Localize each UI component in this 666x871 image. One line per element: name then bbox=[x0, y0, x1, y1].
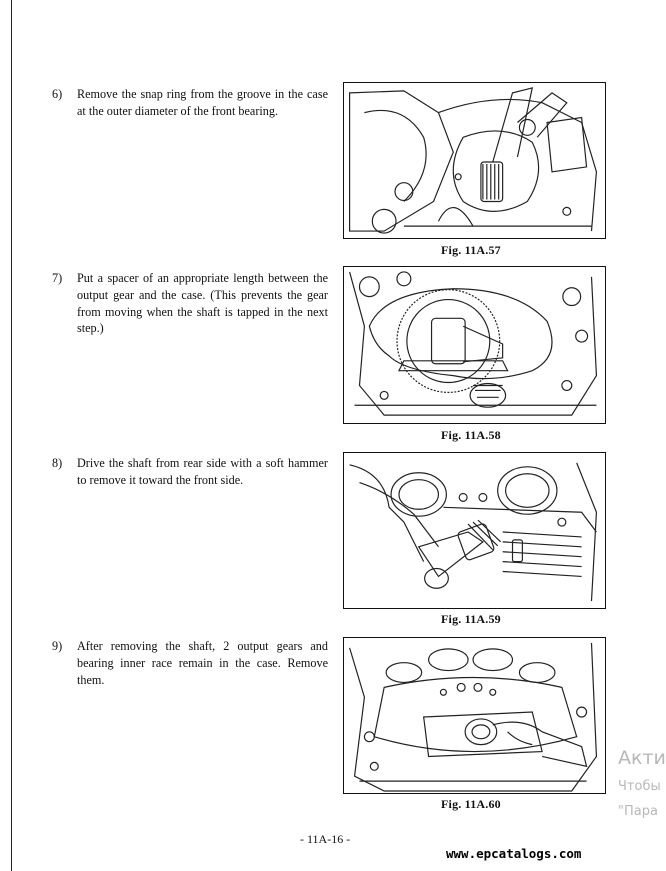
figure-11a57-illustration bbox=[343, 82, 606, 239]
figure-caption: Fig. 11A.60 bbox=[441, 797, 501, 811]
step-number: 9) bbox=[52, 639, 63, 653]
step-number: 6) bbox=[52, 87, 63, 101]
activation-watermark-line: Чтобы bbox=[618, 779, 661, 794]
step-text: Drive the shaft from rear side with a soft hammer to remove it toward the front side. bbox=[77, 456, 328, 487]
step-number: 8) bbox=[52, 456, 63, 470]
activation-watermark-line: "Пара bbox=[618, 804, 658, 819]
step-text: After removing the shaft, 2 output gears and bearing inner race remain in the case. Remove them. bbox=[77, 639, 328, 687]
figure-caption: Fig. 11A.57 bbox=[441, 243, 501, 257]
step-text: Remove the snap ring from the groove in the case at the outer diameter of the front bearing. bbox=[77, 87, 328, 118]
figure-caption: Fig. 11A.58 bbox=[441, 428, 501, 442]
page-number: - 11A-16 - bbox=[300, 832, 351, 846]
figure-11a59-illustration bbox=[343, 452, 606, 609]
website-link[interactable]: www.epcatalogs.com bbox=[446, 846, 582, 861]
activation-watermark-title: Акти bbox=[618, 747, 666, 769]
figure-11a58-illustration bbox=[343, 266, 606, 424]
step-8 bbox=[52, 455, 328, 489]
figure-caption: Fig. 11A.59 bbox=[441, 612, 501, 626]
step-text: Put a spacer of an appropriate length between the output gear and the case. (This prevents the gear from moving when the shaft is tapped in the next step.) bbox=[77, 271, 328, 336]
step-6 bbox=[52, 86, 328, 120]
left-margin-rule bbox=[11, 0, 12, 871]
step-9 bbox=[52, 638, 328, 688]
step-number: 7) bbox=[52, 271, 63, 285]
figure-11a60-illustration bbox=[343, 637, 606, 794]
step-7 bbox=[52, 270, 328, 337]
